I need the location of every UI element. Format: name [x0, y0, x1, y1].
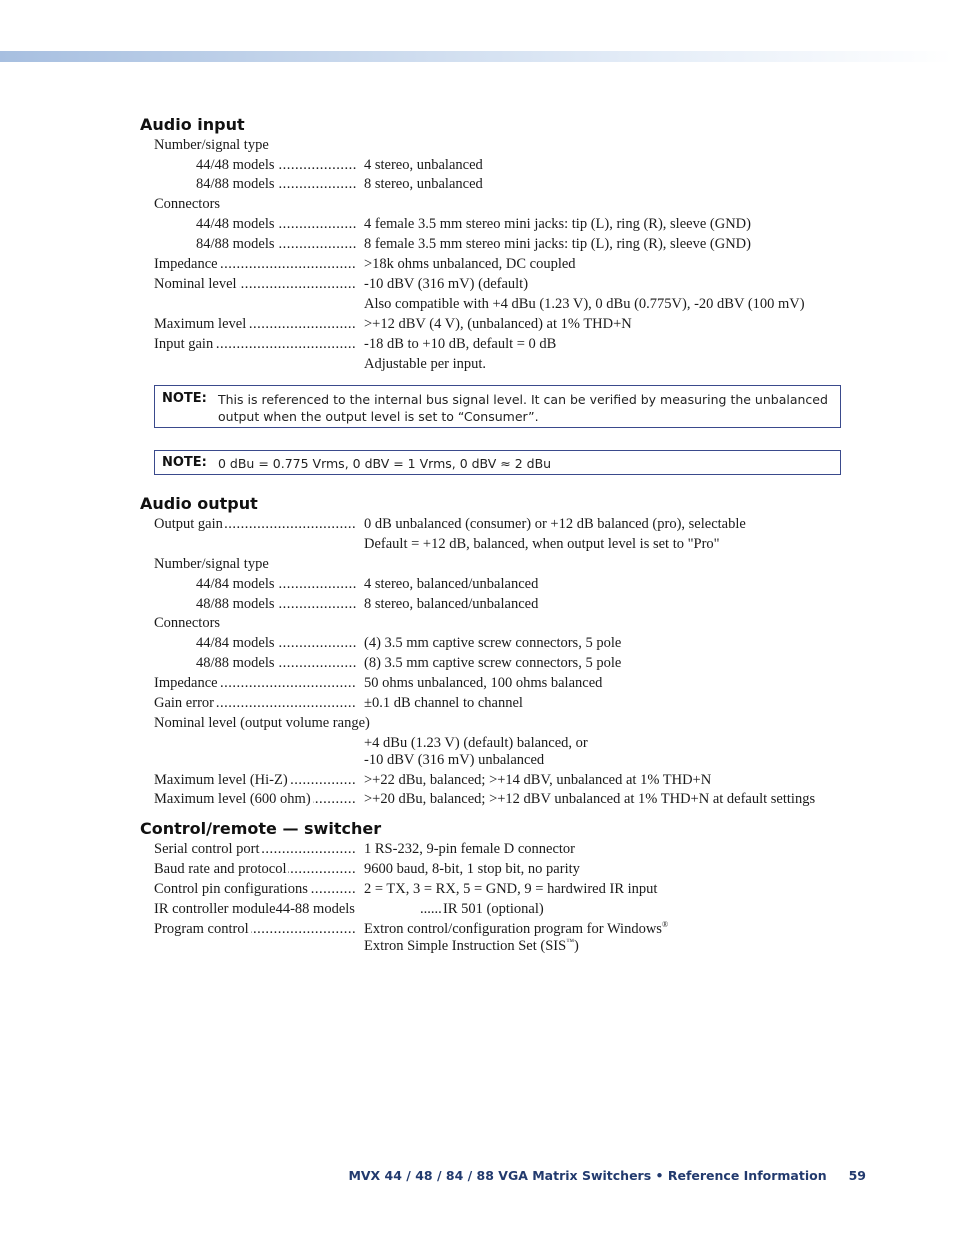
spec-value: Also compatible with +4 dBu (1.23 V), 0 dBu (0.775V), -20 dBV (100 mV): [364, 296, 805, 312]
note-box: [154, 450, 841, 475]
spec-label: Nominal level: [154, 276, 237, 292]
spec-value: -18 dB to +10 dB, default = 0 dB: [364, 336, 557, 352]
spec-label: Number/signal type: [154, 556, 269, 572]
spec-label: Control pin configurations: [154, 881, 308, 897]
spec-row: [0, 790, 954, 808]
registered-mark: ®: [661, 920, 669, 930]
spec-value: ±0.1 dB channel to channel: [364, 695, 523, 711]
spec-label: 84/88 models: [196, 236, 275, 252]
spec-row: [0, 575, 954, 593]
spec-label: Maximum level (Hi-Z): [154, 772, 288, 788]
spec-row: [0, 355, 954, 373]
spec-value: 50 ohms unbalanced, 100 ohms balanced: [364, 675, 603, 691]
spec-row: [0, 694, 954, 712]
spec-value: [364, 937, 579, 955]
spec-label: Maximum level: [154, 316, 247, 332]
spec-value: >+12 dBV (4 V), (unbalanced) at 1% THD+N: [364, 316, 632, 332]
spec-row: [0, 771, 954, 789]
spec-label: 48/88 models: [196, 596, 275, 612]
spec-row: [0, 734, 954, 752]
spec-value: (8) 3.5 mm captive screw connectors, 5 pole: [364, 655, 622, 671]
spec-value: +4 dBu (1.23 V) (default) balanced, or: [364, 735, 588, 751]
spec-row: [0, 235, 954, 253]
spec-row: [0, 714, 954, 732]
spec-row: [0, 136, 954, 154]
spec-value: 8 female 3.5 mm stereo mini jacks: tip (L), ring (R), sleeve (GND): [364, 236, 751, 252]
spec-label: Connectors: [154, 196, 221, 212]
spec-value: Default = +12 dB, balanced, when output level is set to "Pro": [364, 536, 720, 552]
spec-value: 8 stereo, balanced/unbalanced: [364, 596, 539, 612]
section-heading-control-remote: Control/remote — switcher: [140, 819, 382, 838]
note-label: NOTE:: [162, 455, 207, 470]
spec-row: [0, 275, 954, 293]
spec-label: Input gain: [154, 336, 214, 352]
spec-value-text: Extron Simple Instruction Set (SIS: [364, 938, 567, 954]
spec-label: Nominal level (output volume range): [154, 715, 370, 731]
trademark-mark: ™: [566, 937, 575, 947]
spec-value: 8 stereo, unbalanced: [364, 176, 483, 192]
spec-label: Maximum level (600 ohm): [154, 791, 311, 807]
spec-row: [0, 654, 954, 672]
spec-value: 4 female 3.5 mm stereo mini jacks: tip (L), ring (R), sleeve (GND): [364, 216, 751, 232]
spec-value: IR 501 (optional): [443, 901, 544, 917]
spec-label: 44/48 models: [196, 216, 275, 232]
note-label: NOTE:: [162, 391, 207, 406]
spec-label: 84/88 models: [196, 176, 275, 192]
spec-leader-dots: ......: [420, 901, 442, 917]
spec-row: [0, 937, 954, 955]
spec-value: -10 dBV (316 mV) unbalanced: [364, 752, 545, 768]
spec-value: >+22 dBu, balanced; >+14 dBV, unbalanced at 1% THD+N: [364, 772, 712, 788]
spec-row: [0, 156, 954, 174]
note-box: [154, 385, 841, 428]
spec-value-text: ): [574, 938, 579, 954]
spec-row: [0, 255, 954, 273]
spec-label: Baud rate and protocol: [154, 861, 287, 877]
spec-row: [0, 295, 954, 313]
spec-label: Serial control port: [154, 841, 260, 857]
spec-value: 4 stereo, unbalanced: [364, 157, 483, 173]
spec-label: 44/84 models: [196, 576, 275, 592]
spec-label: Connectors: [154, 615, 221, 631]
spec-row: [0, 315, 954, 333]
spec-value: (4) 3.5 mm captive screw connectors, 5 pole: [364, 635, 622, 651]
spec-row: [0, 920, 954, 938]
spec-label: Gain error: [154, 695, 214, 711]
spec-row: [0, 195, 954, 213]
footer-title: MVX 44 / 48 / 84 / 88 VGA Matrix Switchers • Reference Information: [348, 1168, 827, 1183]
section-heading-audio-input: Audio input: [140, 115, 245, 134]
spec-label: Impedance: [154, 256, 218, 272]
spec-row: [0, 555, 954, 573]
note-text: 0 dBu = 0.775 Vrms, 0 dBV = 1 Vrms, 0 dBV ≈ 2 dBu: [218, 456, 552, 471]
spec-label: Output gain: [154, 516, 223, 532]
page-footer: [348, 1168, 866, 1183]
spec-row: [0, 595, 954, 613]
spec-row: [0, 634, 954, 652]
spec-row: [0, 674, 954, 692]
spec-row: [0, 860, 954, 878]
spec-label: 44/48 models: [196, 157, 275, 173]
note-text: This is referenced to the internal bus signal level. It can be verified by measuring the unbalanced output when the output level is set to “Consumer”.: [218, 392, 828, 424]
spec-row: [0, 535, 954, 553]
spec-label: 44/84 models: [196, 635, 275, 651]
spec-label: Program control: [154, 921, 249, 937]
header-gradient-bar: [0, 51, 954, 62]
page-number: 59: [848, 1168, 866, 1183]
spec-value: 2 = TX, 3 = RX, 5 = GND, 9 = hardwired IR input: [364, 881, 658, 897]
spec-row: [0, 515, 954, 533]
spec-value: Adjustable per input.: [364, 356, 487, 372]
spec-label: 48/88 models: [196, 655, 275, 671]
spec-value: 1 RS-232, 9-pin female D connector: [364, 841, 576, 857]
spec-row: [0, 614, 954, 632]
section-heading-audio-output: Audio output: [140, 494, 258, 513]
spec-label: Impedance: [154, 675, 218, 691]
spec-row: [0, 840, 954, 858]
spec-value: 9600 baud, 8-bit, 1 stop bit, no parity: [364, 861, 580, 877]
spec-label: IR controller module44-88 models: [154, 901, 355, 917]
spec-row: [0, 900, 954, 918]
spec-row: [0, 175, 954, 193]
spec-value: >18k ohms unbalanced, DC coupled: [364, 256, 576, 272]
spec-row: [0, 335, 954, 353]
spec-value-text: Extron control/configuration program for Windows: [364, 921, 662, 937]
spec-row: [0, 751, 954, 769]
spec-value: 4 stereo, balanced/unbalanced: [364, 576, 539, 592]
spec-row: [0, 215, 954, 233]
spec-value: [364, 920, 668, 938]
spec-label: Number/signal type: [154, 137, 269, 153]
spec-value: >+20 dBu, balanced; >+12 dBV unbalanced at 1% THD+N at default settings: [364, 791, 816, 807]
spec-value: 0 dB unbalanced (consumer) or +12 dB balanced (pro), selectable: [364, 516, 746, 532]
spec-row: [0, 880, 954, 898]
spec-value: -10 dBV (316 mV) (default): [364, 276, 529, 292]
